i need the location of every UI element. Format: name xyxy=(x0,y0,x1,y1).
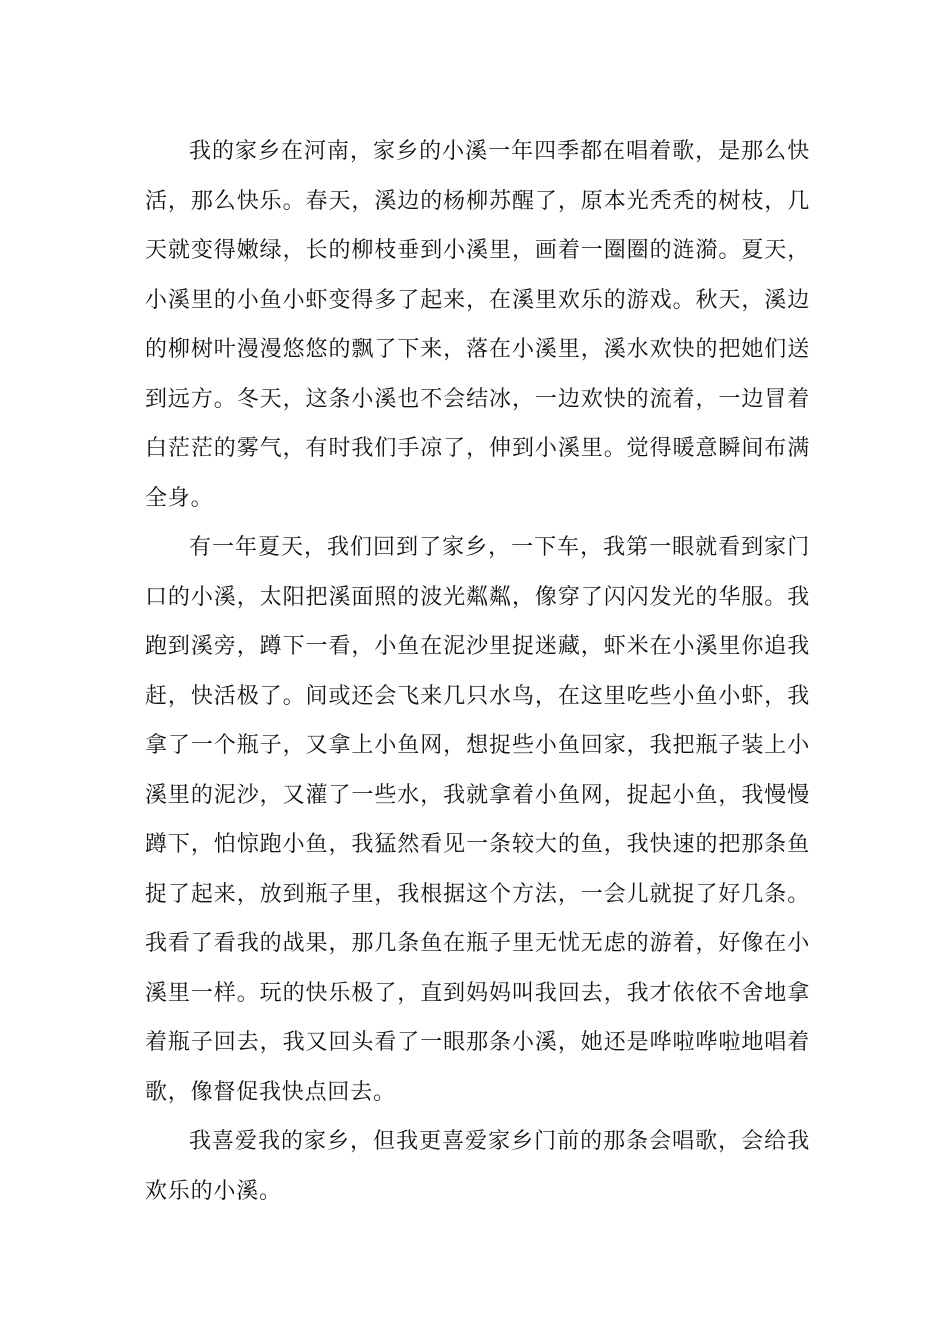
essay-body xyxy=(145,127,810,1216)
paragraph-2: 有一年夏天，我们回到了家乡，一下车，我第一眼就看到家门口的小溪，太阳把溪面照的波光粼粼，像穿了闪闪发光的华服。我跑到溪旁，蹲下一看，小鱼在泥沙里捉迷藏，虾米在小溪里你追我赶，快活极了。间或还会飞来几只水鸟，在这里吃些小鱼小虾，我拿了一个瓶子，又拿上小鱼网，想捉些小鱼回家，我把瓶子装上小溪里的泥沙，又灌了一些水，我就拿着小鱼网，捉起小鱼，我慢慢蹲下，怕惊跑小鱼，我猛然看见一条较大的鱼，我快速的把那条鱼捉了起来，放到瓶子里，我根据这个方法，一会儿就捉了好几条。我看了看我的战果，那几条鱼在瓶子里无忧无虑的游着，好像在小溪里一样。玩的快乐极了，直到妈妈叫我回去，我才依依不舍地拿着瓶子回去，我又回头看了一眼那条小溪，她还是哗啦哗啦地唱着歌，像督促我快点回去。 xyxy=(145,535,810,1105)
paragraph-1: 我的家乡在河南，家乡的小溪一年四季都在唱着歌，是那么快活，那么快乐。春天，溪边的杨柳苏醒了，原本光秃秃的树枝，几天就变得嫩绿，长的柳枝垂到小溪里，画着一圈圈的涟漪。夏天，小溪里的小鱼小虾变得多了起来，在溪里欢乐的游戏。秋天，溪边的柳树叶漫漫悠悠的飘了下来，落在小溪里，溪水欢快的把她们送到远方。冬天，这条小溪也不会结冰，一边欢快的流着，一边冒着白茫茫的雾气，有时我们手凉了，伸到小溪里。觉得暖意瞬间布满全身。 xyxy=(145,139,810,511)
paragraph-3: 我喜爱我的家乡，但我更喜爱家乡门前的那条会唱歌，会给我欢乐的小溪。 xyxy=(145,1129,810,1204)
